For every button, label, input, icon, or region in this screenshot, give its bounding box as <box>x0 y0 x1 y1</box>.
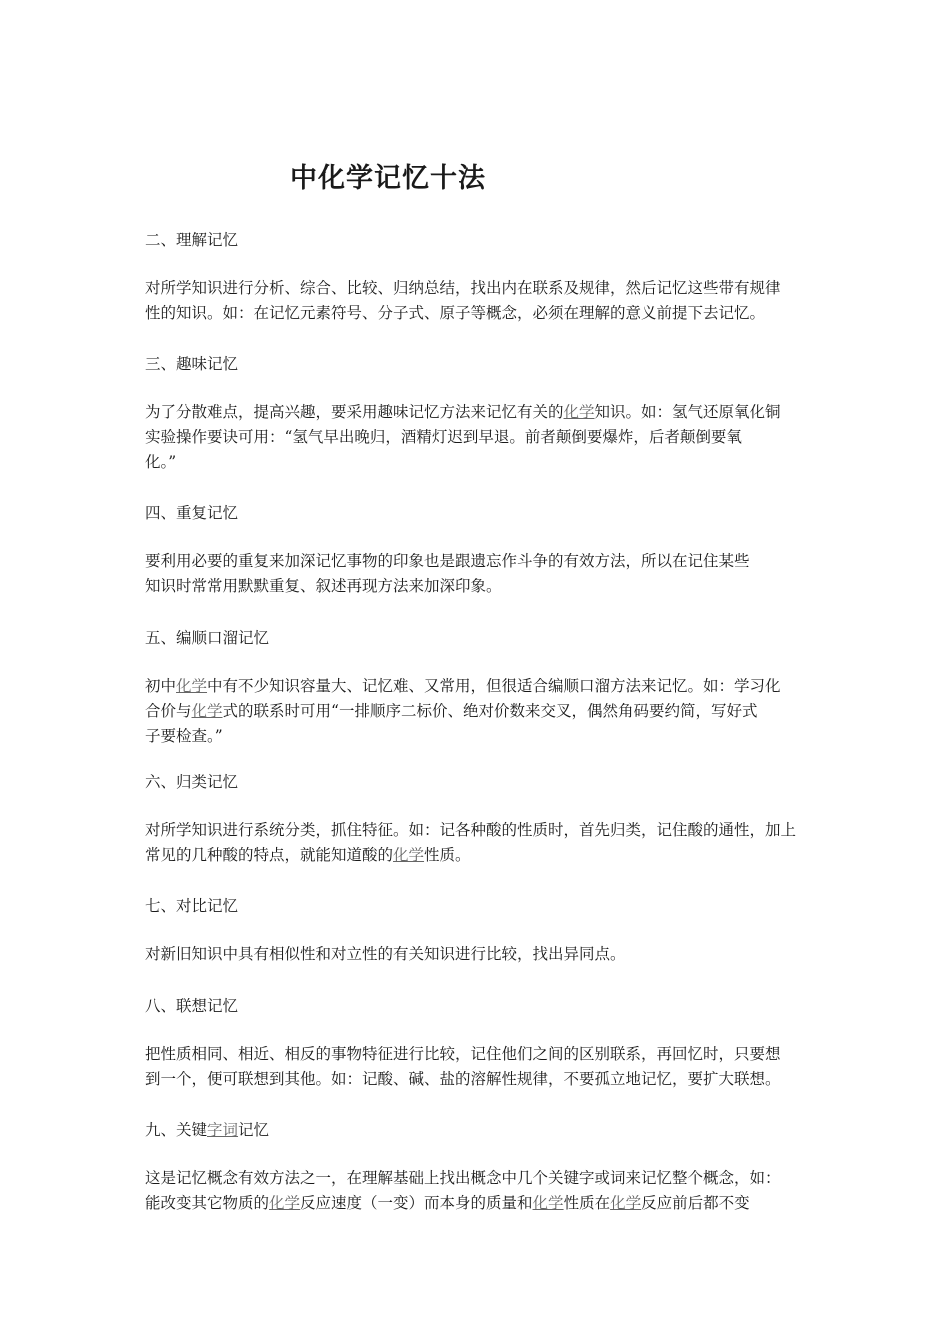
paragraph-line <box>145 724 825 749</box>
section-heading <box>145 501 825 526</box>
section-paragraph <box>145 276 825 326</box>
term-link[interactable]: 字词 <box>207 1121 239 1139</box>
text-run: 七、对比记忆 <box>145 897 239 915</box>
section-paragraph <box>145 942 825 967</box>
text-run: 性质在 <box>563 1194 611 1212</box>
text-run: 合价与 <box>145 702 192 720</box>
text-run: 六、归类记忆 <box>145 773 239 791</box>
term-link[interactable]: 化学 <box>393 846 425 864</box>
term-link[interactable]: 化学 <box>269 1194 301 1212</box>
text-run: 为了分散难点，提高兴趣，要采用趣味记忆方法来记忆有关的 <box>145 403 564 421</box>
text-run: 记忆 <box>238 1121 270 1139</box>
paragraph-line <box>145 818 825 843</box>
text-run: 中有不少知识容量大、记忆难、又常用，但很适合编顺口溜方法来记忆。如：学习化 <box>207 677 781 695</box>
section-paragraph <box>145 1042 825 1092</box>
text-run: 化。” <box>145 453 177 471</box>
paragraph-line <box>145 1067 825 1092</box>
section-heading <box>145 1118 825 1143</box>
section-heading <box>145 352 825 377</box>
term-link[interactable]: 化学 <box>532 1194 564 1212</box>
text-run: 把性质相同、相近、相反的事物特征进行比较，记住他们之间的区别联系，再回忆时，只要想 <box>145 1045 781 1063</box>
text-run: 到一个，便可联想到其他。如：记酸、碱、盐的溶解性规律，不要孤立地记忆，要扩大联想。 <box>145 1070 781 1088</box>
paragraph-line <box>145 276 825 301</box>
section-paragraph <box>145 1166 825 1216</box>
text-run: 能改变其它物质的 <box>145 1194 270 1212</box>
text-run: 式的联系时可用“一排顺序二标价、绝对价数来交叉，偶然角码要约简，写好式 <box>222 702 758 720</box>
section-paragraph <box>145 674 825 749</box>
paragraph-line <box>145 699 825 724</box>
text-run: 三、趣味记忆 <box>145 355 239 373</box>
paragraph-line <box>145 574 825 599</box>
section-paragraph <box>145 818 825 868</box>
paragraph-line <box>145 549 825 574</box>
text-run: 这是记忆概念有效方法之一，在理解基础上找出概念中几个关键字或词来记忆整个概念，如： <box>145 1169 781 1187</box>
paragraph-line <box>145 1166 825 1191</box>
text-run: 对所学知识进行系统分类，抓住特征。如：记各种酸的性质时，首先归类，记住酸的通性，加上 <box>145 821 797 839</box>
paragraph-line <box>145 843 825 868</box>
text-run: 反应前后都不变 <box>641 1194 750 1212</box>
text-run: 四、重复记忆 <box>145 504 239 522</box>
text-run: 对新旧知识中具有相似性和对立性的有关知识进行比较，找出异同点。 <box>145 945 626 963</box>
text-run: 二、理解记忆 <box>145 231 239 249</box>
section-heading <box>145 770 825 795</box>
text-run: 五、编顺口溜记忆 <box>145 629 270 647</box>
text-run: 常见的几种酸的特点，就能知道酸的 <box>145 846 394 864</box>
paragraph-line <box>145 1191 825 1216</box>
text-run: 反应速度（一变）而本身的质量和 <box>300 1194 533 1212</box>
text-run: 初中 <box>145 677 177 695</box>
document-title: 中化学记忆十法 <box>290 163 486 194</box>
text-run: 子要检查。” <box>145 727 223 745</box>
term-link[interactable]: 化学 <box>191 702 223 720</box>
term-link[interactable]: 化学 <box>176 677 208 695</box>
paragraph-line <box>145 450 825 475</box>
paragraph-line <box>145 301 825 326</box>
text-run: 知识。如：氢气还原氧化铜 <box>594 403 781 421</box>
paragraph-line <box>145 400 825 425</box>
term-link[interactable]: 化学 <box>610 1194 642 1212</box>
paragraph-line <box>145 674 825 699</box>
section-heading <box>145 894 825 919</box>
text-run: 要利用必要的重复来加深记忆事物的印象也是跟遗忘作斗争的有效方法，所以在记住某些 <box>145 552 750 570</box>
section-heading <box>145 994 825 1019</box>
text-run: 实验操作要诀可用：“氢气早出晚归，酒精灯迟到早退。前者颠倒要爆炸，后者颠倒要氧 <box>145 428 742 446</box>
section-heading <box>145 228 825 253</box>
paragraph-line <box>145 942 825 967</box>
paragraph-line <box>145 425 825 450</box>
text-run: 九、关键 <box>145 1121 208 1139</box>
text-run: 对所学知识进行分析、综合、比较、归纳总结，找出内在联系及规律，然后记忆这些带有规律 <box>145 279 781 297</box>
text-run: 八、联想记忆 <box>145 997 239 1015</box>
text-run: 性的知识。如：在记忆元素符号、分子式、原子等概念，必须在理解的意义前提下去记忆。 <box>145 304 766 322</box>
term-link[interactable]: 化学 <box>563 403 595 421</box>
section-heading <box>145 626 825 651</box>
text-run: 性质。 <box>424 846 471 864</box>
paragraph-line <box>145 1042 825 1067</box>
text-run: 知识时常常用默默重复、叙述再现方法来加深印象。 <box>145 577 502 595</box>
section-paragraph <box>145 400 825 475</box>
section-paragraph <box>145 549 825 599</box>
